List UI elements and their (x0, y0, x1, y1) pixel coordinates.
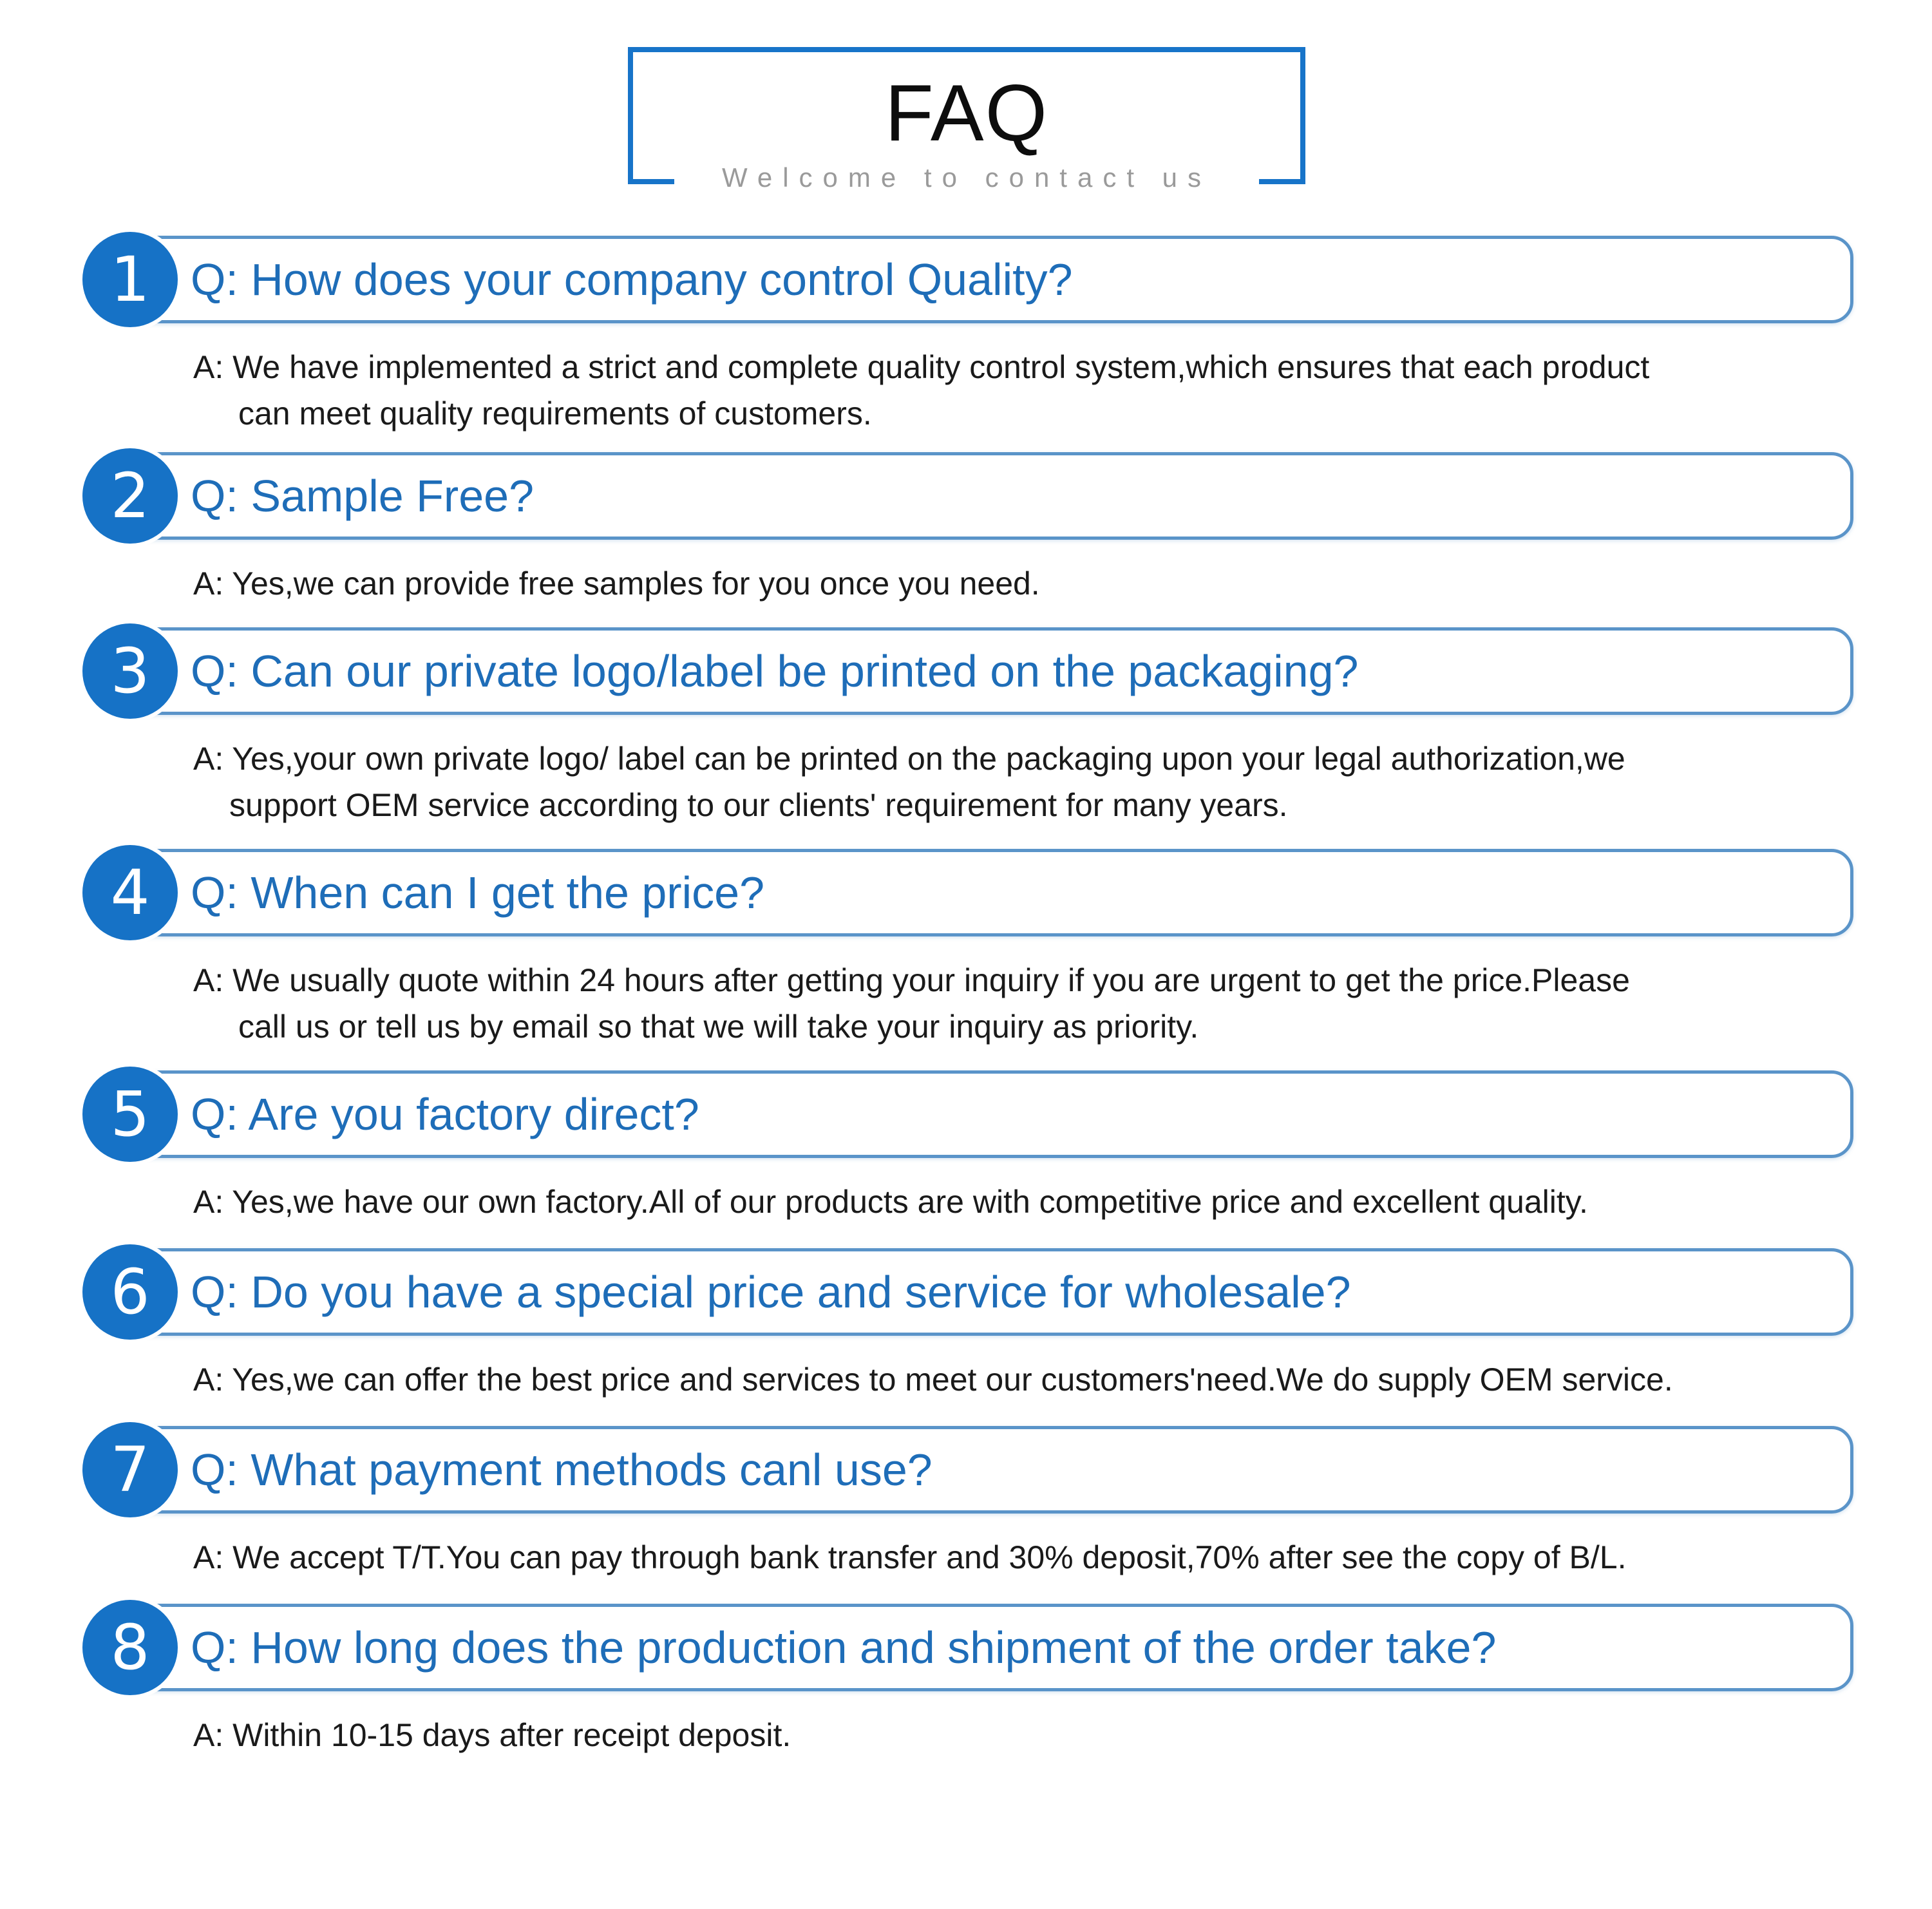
question-text: Q: Can our private logo/label be printed on the packaging? (191, 646, 1359, 696)
number-badge: 8 (82, 1600, 178, 1695)
answer-line: A: We accept T/T.You can pay through bank transfer and 30% deposit,70% after see the copy of B/L. (193, 1539, 1627, 1575)
number-badge: 5 (82, 1067, 178, 1162)
answer-text (193, 1179, 1842, 1225)
answer-text (193, 736, 1842, 828)
answer-text (193, 1534, 1842, 1581)
answer-line: A: Yes,we can offer the best price and services to meet our customers'need.We do supply OEM service. (193, 1362, 1673, 1398)
answer-line: A: Yes,we can provide free samples for you once you need. (193, 565, 1040, 602)
answer-text (193, 560, 1842, 607)
answer-line: A: We have implemented a strict and complete quality control system,which ensures that each product (193, 349, 1650, 385)
page-title: FAQ (884, 69, 1049, 158)
question-text: Q: Sample Free? (191, 471, 534, 521)
page-subtitle: Welcome to contact us (721, 162, 1212, 193)
number-badge: 2 (82, 448, 178, 544)
question-text: Q: When can I get the price? (191, 868, 765, 918)
answer-text (193, 1712, 1842, 1758)
answer-line: A: Yes,your own private logo/ label can be printed on the packaging upon your legal authorization,we (193, 741, 1625, 777)
question-text: Q: Do you have a special price and service for wholesale? (191, 1267, 1351, 1317)
number-badge: 7 (82, 1422, 178, 1517)
answer-line: A: Yes,we have our own factory.All of our products are with competitive price and excellent quality. (193, 1184, 1588, 1220)
answer-text (193, 344, 1842, 437)
number-badge: 1 (82, 232, 178, 327)
header-frame (628, 47, 1305, 52)
question-text: Q: Are you factory direct? (191, 1089, 699, 1139)
answer-line: can meet quality requirements of customers. (238, 395, 872, 432)
question-text: Q: How does your company control Quality? (191, 254, 1073, 305)
question-text: Q: What payment methods canl use? (191, 1445, 933, 1495)
answer-text (193, 957, 1842, 1050)
number-badge: 3 (82, 623, 178, 719)
faq-header (628, 47, 1305, 193)
answer-text (193, 1356, 1842, 1403)
answer-line: support OEM service according to our clients' requirement for many years. (229, 787, 1288, 823)
answer-line: A: Within 10-15 days after receipt deposit. (193, 1717, 791, 1753)
answer-line: A: We usually quote within 24 hours after getting your inquiry if you are urgent to get the price.Please (193, 962, 1630, 998)
number-badge: 4 (82, 845, 178, 940)
answer-line: call us or tell us by email so that we will take your inquiry as priority. (238, 1009, 1199, 1045)
number-badge: 6 (82, 1244, 178, 1340)
question-text: Q: How long does the production and shipment of the order take? (191, 1622, 1497, 1673)
